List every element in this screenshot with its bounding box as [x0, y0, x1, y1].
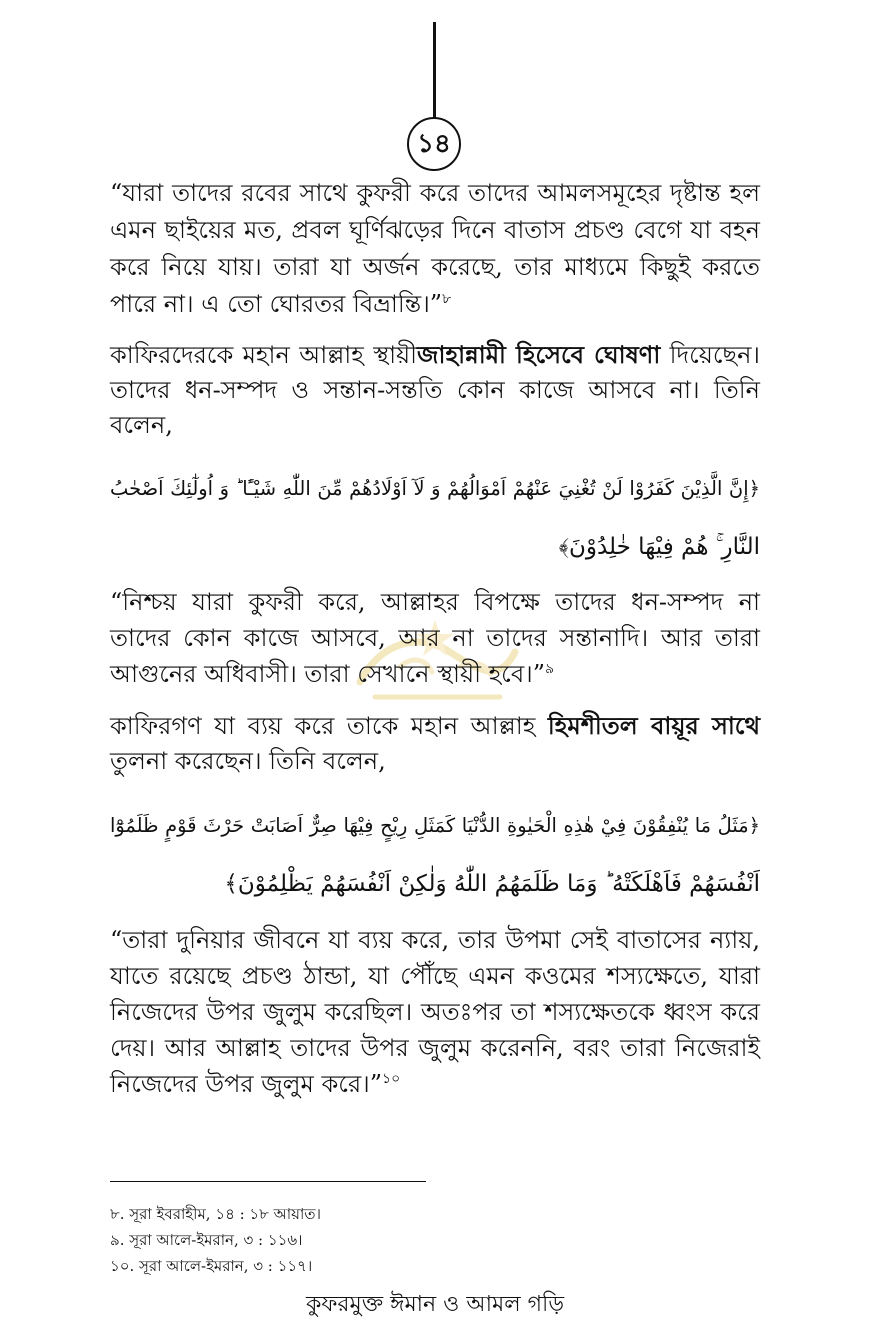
- text-line: [110, 286, 760, 323]
- arabic-line: النَّارِ ۚ هُمْ فِيْهَا خٰلِدُوْنَ﴾: [558, 534, 760, 560]
- text-line: করে নিয়ে যায়। তারা যা অর্জন করেছে, তার মাধ্যমে কিছুই করতে: [110, 253, 760, 281]
- footnote-ref: ১০: [382, 1071, 401, 1087]
- text-line-content: আগুনের অধিবাসী। তারা সেখানে স্থায়ী হবে।”: [110, 660, 546, 688]
- text-line: তাদের ধন-সম্পদ ও সন্তান-সন্ততি কোন কাজে আসবে না। তিনি: [110, 376, 760, 404]
- arabic-verse-2: [110, 796, 760, 914]
- footnote-item: ১০. সূরা আলে-ইমরান, ৩ : ১১৭।: [110, 1257, 313, 1275]
- bold-emphasis: জাহান্নামী হিসেবে ঘোষণা: [417, 340, 661, 369]
- quote-paragraph-3: [110, 922, 760, 1102]
- text-line: বলেন,: [110, 411, 173, 439]
- page-number: ১৪: [417, 129, 451, 159]
- arabic-line: ﴿إِنَّ الَّذِيْنَ كَفَرُوْا لَنْ تُغْنِيَ عَنْهُمْ اَمْوَالُهُمْ وَ لَآ اَوْلَادُهُمْ مِّنَ اللّٰهِ شَيْـًٔا ؕ وَ اُولٰٓئِكَ اَصْحٰبُ: [110, 477, 760, 500]
- text-line: এমন ছাইয়ের মত, প্রবল ঘূর্ণিঝড়ের দিনে বাতাস প্রচণ্ড বেগে যা বহন: [110, 216, 760, 244]
- body-paragraph-2: [110, 337, 760, 443]
- text-line: [110, 1066, 760, 1102]
- quote-paragraph-1: [110, 175, 760, 323]
- book-title-footer: কুফরমুক্ত ঈমান ও আমল গড়ি: [305, 1292, 565, 1317]
- body-paragraph-4: [110, 708, 760, 779]
- arabic-line: اَنْفُسَهُمْ فَاَهْلَكَتْهُ ؕ وَمَا ظَلَمَهُمُ اللّٰهُ وَلٰكِنْ اَنْفُسَهُمْ يَظْلِمُوْنَ﴾: [224, 871, 760, 897]
- page-number-badge: [407, 117, 461, 171]
- text-line: “তারা দুনিয়ার জীবনে যা ব্যয় করে, তার উপমা সেই বাতাসের ন্যায়,: [110, 926, 760, 954]
- text-line: তাদের কোন কাজে আসবে, আর না তাদের সন্তানাদি। আর তারা: [110, 624, 760, 652]
- text-segment: দিয়েছেন।: [660, 341, 760, 369]
- footnotes: [110, 1201, 630, 1279]
- arabic-line: ﴿مَثَلُ مَا يُنْفِقُوْنَ فِيْ هٰذِهِ الْحَيٰوةِ الدُّنْيَا كَمَثَلِ رِيْحٍ فِيْهَا صِرٌّ اَصَابَتْ حَرْثَ قَوْمٍ ظَلَمُوْٓا: [110, 814, 760, 837]
- text-line: দেয়। আর আল্লাহ তাদের উপর জুলুম করেননি, বরং তারা নিজেরাই: [110, 1034, 760, 1062]
- text-line-content: নিজেদের উপর জুলুম করে।”: [110, 1070, 383, 1098]
- footnote-ref: ৮: [442, 291, 452, 307]
- text-line: নিজেদের উপর জুলুম করেছিল। অতঃপর তা শস্যক্ষেতকে ধ্বংস করে: [110, 998, 760, 1026]
- footnote-item: ৯. সূরা আলে-ইমরান, ৩ : ১১৬।: [110, 1231, 303, 1249]
- quote-paragraph-2: [110, 584, 760, 692]
- footnote-divider: [110, 1181, 426, 1182]
- text-line: “যারা তাদের রবের সাথে কুফরী করে তাদের আমলসমূহের দৃষ্টান্ত হল: [110, 179, 760, 207]
- text-line: [110, 656, 760, 692]
- footnote-ref: ৯: [545, 661, 555, 677]
- text-line: [110, 708, 760, 744]
- arabic-verse-1: [110, 460, 760, 576]
- bold-emphasis: হিমশীতল বায়ূর সাথে: [547, 711, 760, 740]
- page-number-stem-line: [433, 22, 436, 118]
- text-line: “নিশ্চয় যারা কুফরী করে, আল্লাহর বিপক্ষে তাদের ধন-সম্পদ না: [110, 588, 760, 616]
- text-line: [110, 337, 760, 373]
- text-line-content: পারে না। এ তো ঘোরতর বিভ্রান্তি।”: [110, 290, 443, 318]
- text-line: যাতে রয়েছে প্রচণ্ড ঠান্ডা, যা পৌঁছে এমন কওমের শস্যক্ষেতে, যারা: [110, 962, 760, 990]
- text-segment: কাফিরদেরকে মহান আল্লাহ স্থায়ী: [110, 341, 418, 369]
- text-segment: কাফিরগণ যা ব্যয় করে তাকে মহান আল্লাহ: [110, 712, 548, 740]
- footnote-item: ৮. সূরা ইবরাহীম, ১৪ : ১৮ আয়াত।: [110, 1205, 321, 1223]
- text-line: তুলনা করেছেন। তিনি বলেন,: [110, 747, 386, 775]
